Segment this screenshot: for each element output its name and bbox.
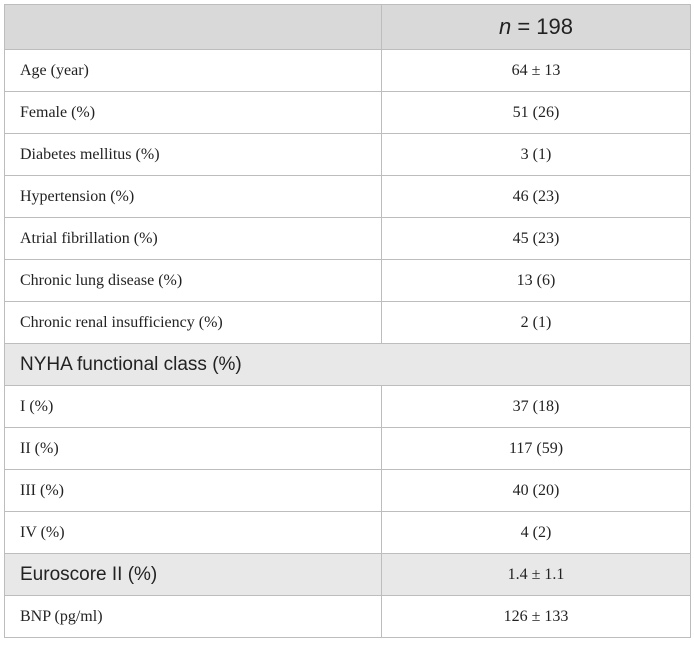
row-value: 13 (6) — [382, 260, 691, 302]
row-label: Age (year) — [5, 50, 382, 92]
row-label: IV (%) — [5, 512, 382, 554]
row-label: Atrial fibrillation (%) — [5, 218, 382, 260]
row-value: 40 (20) — [382, 470, 691, 512]
table-row — [5, 176, 691, 218]
header-sample-size — [382, 5, 691, 50]
row-value: 64 ± 13 — [382, 50, 691, 92]
table-row — [5, 596, 691, 638]
row-label: III (%) — [5, 470, 382, 512]
row-label: I (%) — [5, 386, 382, 428]
table-row — [5, 50, 691, 92]
row-label: Diabetes mellitus (%) — [5, 134, 382, 176]
row-value: 117 (59) — [382, 428, 691, 470]
euroscore-value: 1.4 ± 1.1 — [382, 554, 691, 596]
row-label: Hypertension (%) — [5, 176, 382, 218]
n-value: = 198 — [511, 14, 574, 39]
row-value: 3 (1) — [382, 134, 691, 176]
section-row-nyha — [5, 344, 691, 386]
baseline-characteristics-table-container — [4, 4, 690, 638]
baseline-characteristics-table — [4, 4, 691, 638]
row-label: BNP (pg/ml) — [5, 596, 382, 638]
row-value: 51 (26) — [382, 92, 691, 134]
table-row — [5, 218, 691, 260]
table-row — [5, 470, 691, 512]
table-row — [5, 302, 691, 344]
table-row — [5, 428, 691, 470]
row-value: 37 (18) — [382, 386, 691, 428]
row-label: Female (%) — [5, 92, 382, 134]
header-label-cell — [5, 5, 382, 50]
table-row — [5, 512, 691, 554]
table-row — [5, 260, 691, 302]
row-value: 4 (2) — [382, 512, 691, 554]
table-header-row — [5, 5, 691, 50]
row-label: II (%) — [5, 428, 382, 470]
table-row — [5, 92, 691, 134]
table-row — [5, 386, 691, 428]
section-title-nyha: NYHA functional class (%) — [5, 344, 691, 386]
row-value: 126 ± 133 — [382, 596, 691, 638]
section-title-euroscore: Euroscore II (%) — [5, 554, 382, 596]
row-label: Chronic lung disease (%) — [5, 260, 382, 302]
row-value: 45 (23) — [382, 218, 691, 260]
n-symbol: n — [498, 14, 512, 39]
row-label: Chronic renal insufficiency (%) — [5, 302, 382, 344]
row-value: 46 (23) — [382, 176, 691, 218]
table-row — [5, 134, 691, 176]
section-row-euroscore — [5, 554, 691, 596]
row-value: 2 (1) — [382, 302, 691, 344]
